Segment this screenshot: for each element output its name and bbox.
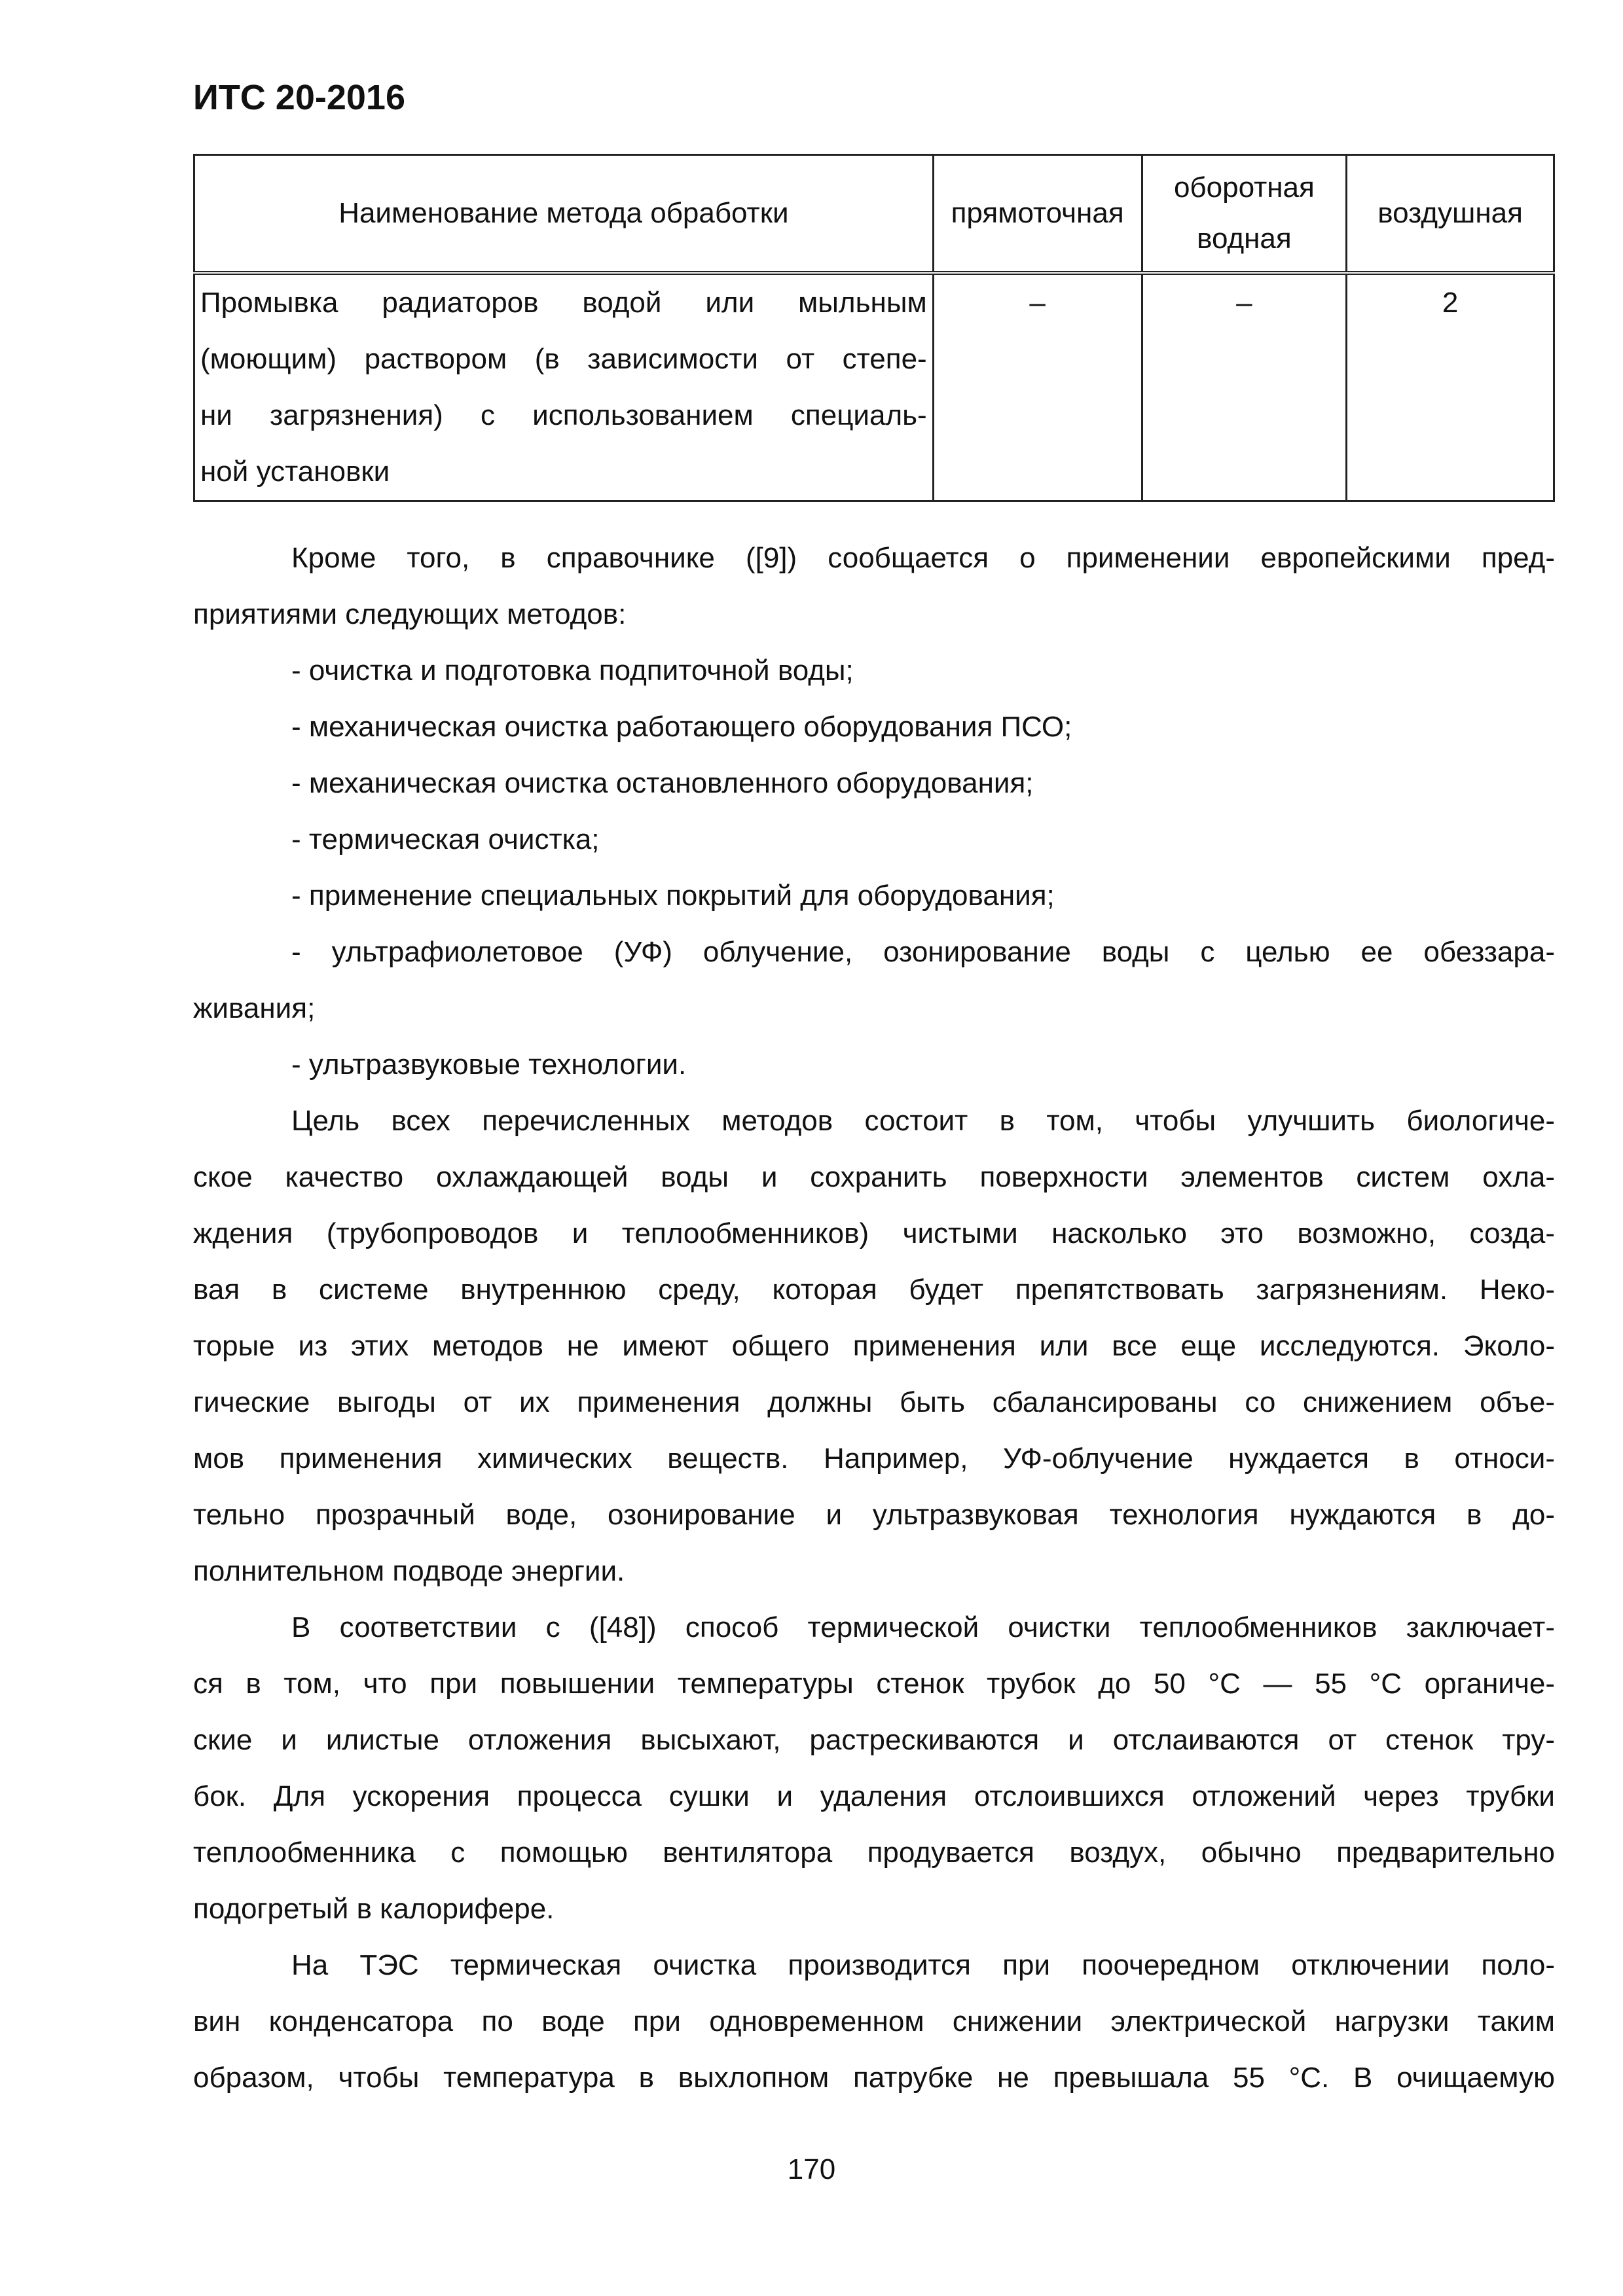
text-line: вая в системе внутреннюю среду, которая будет препятствовать загрязнениям. Неко-	[193, 1274, 1555, 1306]
header-air: воздушная	[1347, 155, 1554, 274]
text-line: В соответствии с ([48]) способ термической очистки теплообменников заключает-	[291, 1611, 1555, 1643]
text-line: вин конденсатора по воде при одновременном снижении электрической нагрузки таким	[193, 2005, 1555, 2037]
text-line: образом, чтобы температура в выхлопном патрубке не превышала 55 °С. В очищаемую	[193, 2062, 1555, 2094]
body-text	[193, 530, 1555, 2106]
text-line: полнительном подводе энергии.	[193, 1555, 625, 1587]
list-item: - применение специальных покрытий для оборудования;	[291, 880, 1055, 912]
method-line-4: ной установки	[200, 456, 390, 488]
text-line: гические выгоды от их применения должны быть сбалансированы со снижением объе-	[193, 1386, 1555, 1418]
paragraph-purpose	[193, 1093, 1555, 1600]
text-line: ское качество охлаждающей воды и сохранить поверхности элементов систем охла-	[193, 1161, 1555, 1193]
text-line: тельно прозрачный воде, озонирование и ультразвуковая технология нуждаются в до-	[193, 1499, 1555, 1531]
header-circulating-line2: водная	[1197, 223, 1292, 255]
method-line-1: Промывка радиаторов водой или мыльным	[200, 287, 927, 319]
text-line: бок. Для ускорения процесса сушки и удаления отслоившихся отложений через трубки	[193, 1780, 1555, 1812]
value-air: 2	[1347, 273, 1554, 501]
text-line: мов применения химических веществ. Например, УФ-облучение нуждается в относи-	[193, 1443, 1555, 1475]
list-item: - ультразвуковые технологии.	[291, 1049, 687, 1081]
document-code: ИТС 20-2016	[193, 78, 405, 117]
text-line: торые из этих методов не имеют общего применения или все еще исследуются. Эколо-	[193, 1330, 1555, 1362]
list-item: - очистка и подготовка подпиточной воды;	[291, 655, 854, 687]
treatment-methods-table	[193, 154, 1555, 502]
list-item-uv	[193, 924, 1555, 1037]
paragraph-thermal-cleaning	[193, 1600, 1555, 1937]
method-line-3: ни загрязнения) с использованием специаль-	[200, 399, 927, 431]
text-line: Цель всех перечисленных методов состоит в том, чтобы улучшить биологиче-	[291, 1105, 1555, 1137]
paragraph-intro	[193, 530, 1555, 643]
text-line: живания;	[193, 992, 316, 1024]
header-method-name: Наименование метода обработки	[194, 155, 934, 274]
text-line: ские и илистые отложения высыхают, растрескиваются и отслаиваются от стенок тру-	[193, 1724, 1555, 1756]
value-once-through: –	[933, 273, 1142, 501]
list-item: - механическая очистка остановленного оборудования;	[291, 767, 1034, 799]
method-line-2: (моющим) раствором (в зависимости от степе-	[200, 343, 927, 375]
paragraph-tpp	[193, 1937, 1555, 2106]
list-item: - термическая очистка;	[291, 823, 600, 855]
text-line: подогретый в калорифере.	[193, 1893, 555, 1925]
value-circulating-water: –	[1142, 273, 1347, 501]
text-line: На ТЭС термическая очистка производится при поочередном отключении поло-	[291, 1949, 1555, 1981]
text-line: ждения (трубопроводов и теплообменников) чистыми насколько это возможно, созда-	[193, 1217, 1555, 1249]
text-line: - ультрафиолетовое (УФ) облучение, озонирование воды с целью ее обеззара-	[291, 936, 1555, 968]
list-item: - механическая очистка работающего оборудования ПСО;	[291, 711, 1072, 743]
text-line: теплообменника с помощью вентилятора продувается воздух, обычно предварительно	[193, 1837, 1555, 1869]
text-line: ся в том, что при повышении температуры стенок трубок до 50 °С — 55 °С органиче-	[193, 1668, 1555, 1700]
text-line: Кроме того, в справочнике ([9]) сообщается о применении европейскими пред-	[291, 542, 1555, 574]
header-circulating-line1: оборотная	[1173, 171, 1315, 204]
table-row	[194, 273, 1554, 501]
header-once-through: прямоточная	[933, 155, 1142, 274]
method-name-cell	[194, 273, 934, 501]
table-header-row	[194, 155, 1554, 274]
header-circulating-water	[1142, 155, 1347, 274]
text-line: приятиями следующих методов:	[193, 598, 627, 630]
page-number: 170	[787, 2153, 836, 2185]
